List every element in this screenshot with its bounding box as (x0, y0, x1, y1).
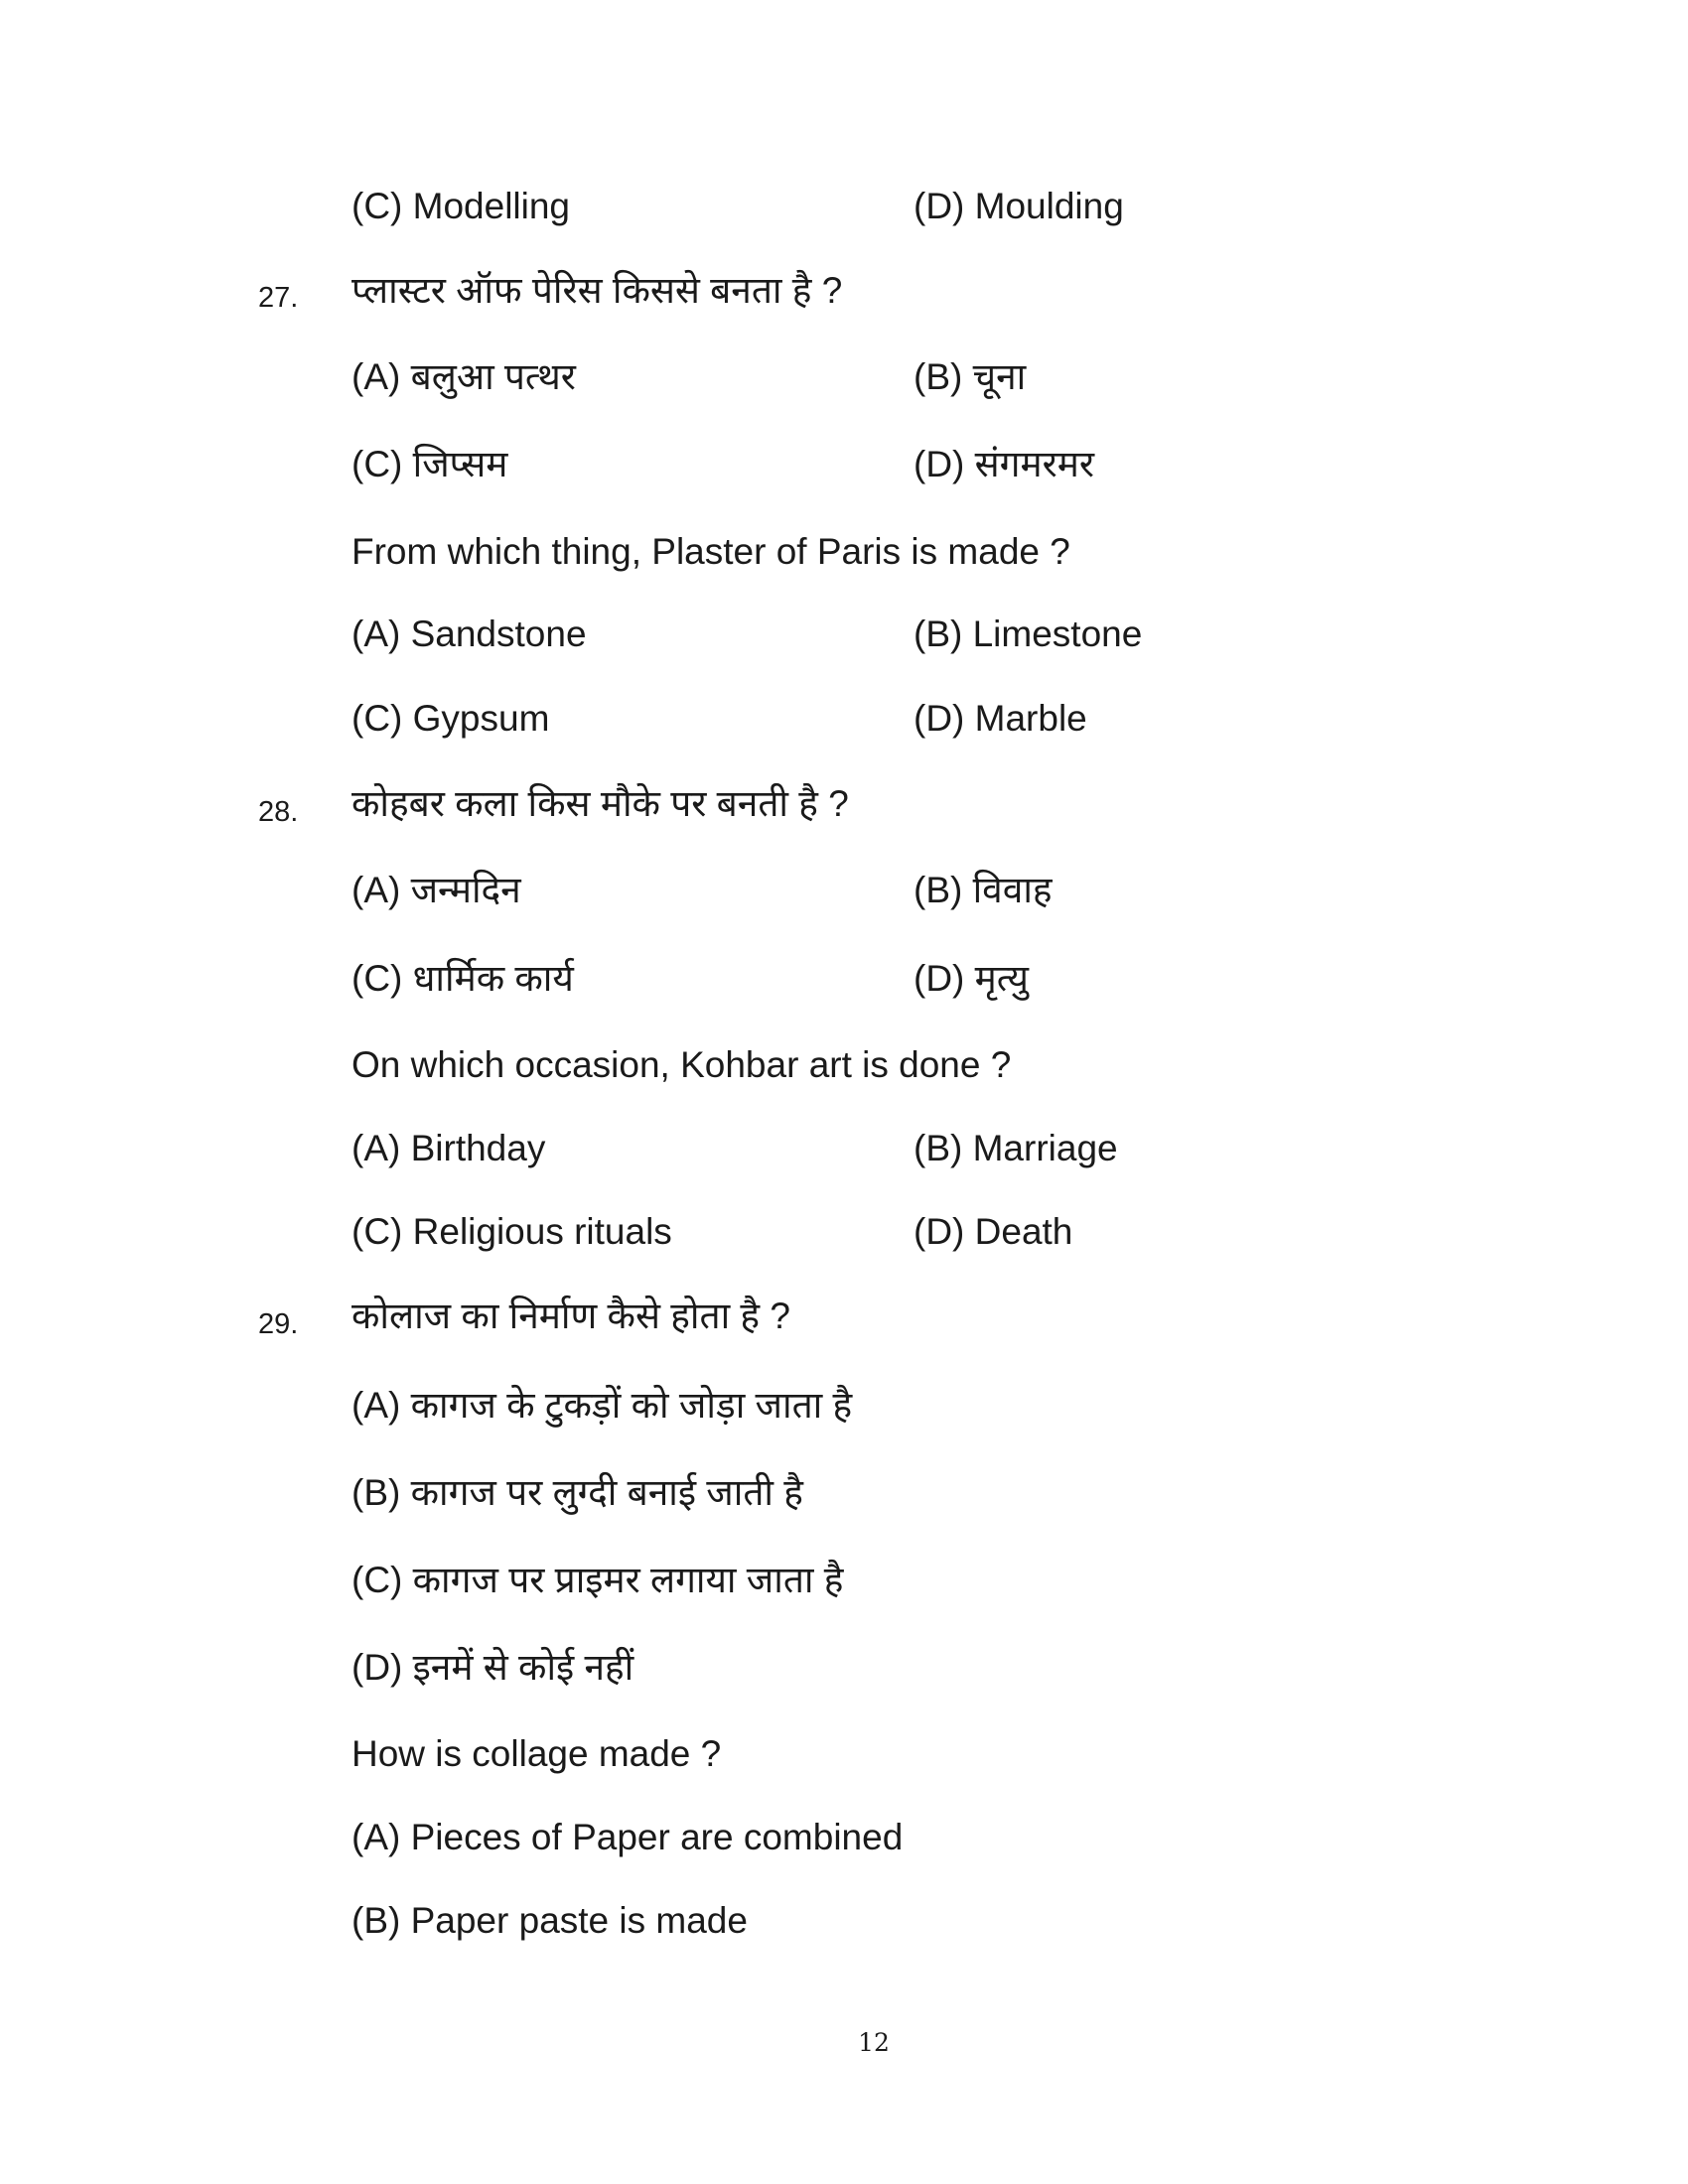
q27-option-c-english: (C) Gypsum (352, 698, 550, 739)
q27-option-c-hindi: (C) जिप्सम (352, 444, 508, 484)
q28-question-english: On which occasion, Kohbar art is done ? (352, 1044, 1012, 1085)
page-number: 12 (858, 2028, 890, 2057)
q27-option-d-english: (D) Marble (914, 698, 1087, 739)
q27-option-a-english: (A) Sandstone (352, 614, 587, 654)
q27-option-a-hindi: (A) बलुआ पत्थर (352, 356, 576, 397)
q29-option-b-hindi: (B) कागज पर लुग्दी बनाई जाती है (352, 1472, 803, 1513)
q27-question-hindi: प्लास्टर ऑफ पेरिस किससे बनता है ? (352, 270, 843, 311)
q28-option-d-english: (D) Death (914, 1211, 1073, 1252)
q28-option-a-english: (A) Birthday (352, 1128, 546, 1168)
q29-question-english: How is collage made ? (352, 1733, 722, 1774)
q28-number: 28. (258, 796, 299, 828)
q26-option-c: (C) Modelling (352, 186, 571, 226)
q28-option-b-english: (B) Marriage (914, 1128, 1118, 1168)
q29-option-c-hindi: (C) कागज पर प्राइमर लगाया जाता है (352, 1560, 844, 1600)
q29-option-d-hindi: (D) इनमें से कोई नहीं (352, 1647, 634, 1688)
q26-option-d: (D) Moulding (914, 186, 1124, 226)
q28-option-d-hindi: (D) मृत्यु (914, 958, 1029, 999)
q28-option-c-english: (C) Religious rituals (352, 1211, 672, 1252)
q29-option-a-hindi: (A) कागज के टुकड़ों को जोड़ा जाता है (352, 1385, 853, 1426)
q27-option-d-hindi: (D) संगमरमर (914, 444, 1095, 484)
q29-option-a-english: (A) Pieces of Paper are combined (352, 1817, 904, 1857)
q27-option-b-english: (B) Limestone (914, 614, 1143, 654)
q27-question-english: From which thing, Plaster of Paris is made ? (352, 531, 1070, 572)
q27-option-b-hindi: (B) चूना (914, 356, 1027, 397)
q28-option-b-hindi: (B) विवाह (914, 870, 1053, 910)
q29-number: 29. (258, 1308, 299, 1340)
q28-option-c-hindi: (C) धार्मिक कार्य (352, 958, 574, 999)
q29-option-b-english: (B) Paper paste is made (352, 1900, 748, 1941)
q29-question-hindi: कोलाज का निर्माण कैसे होता है ? (352, 1296, 790, 1336)
q27-number: 27. (258, 282, 299, 314)
q28-option-a-hindi: (A) जन्मदिन (352, 870, 521, 910)
q28-question-hindi: कोहबर कला किस मौके पर बनती है ? (352, 783, 849, 824)
